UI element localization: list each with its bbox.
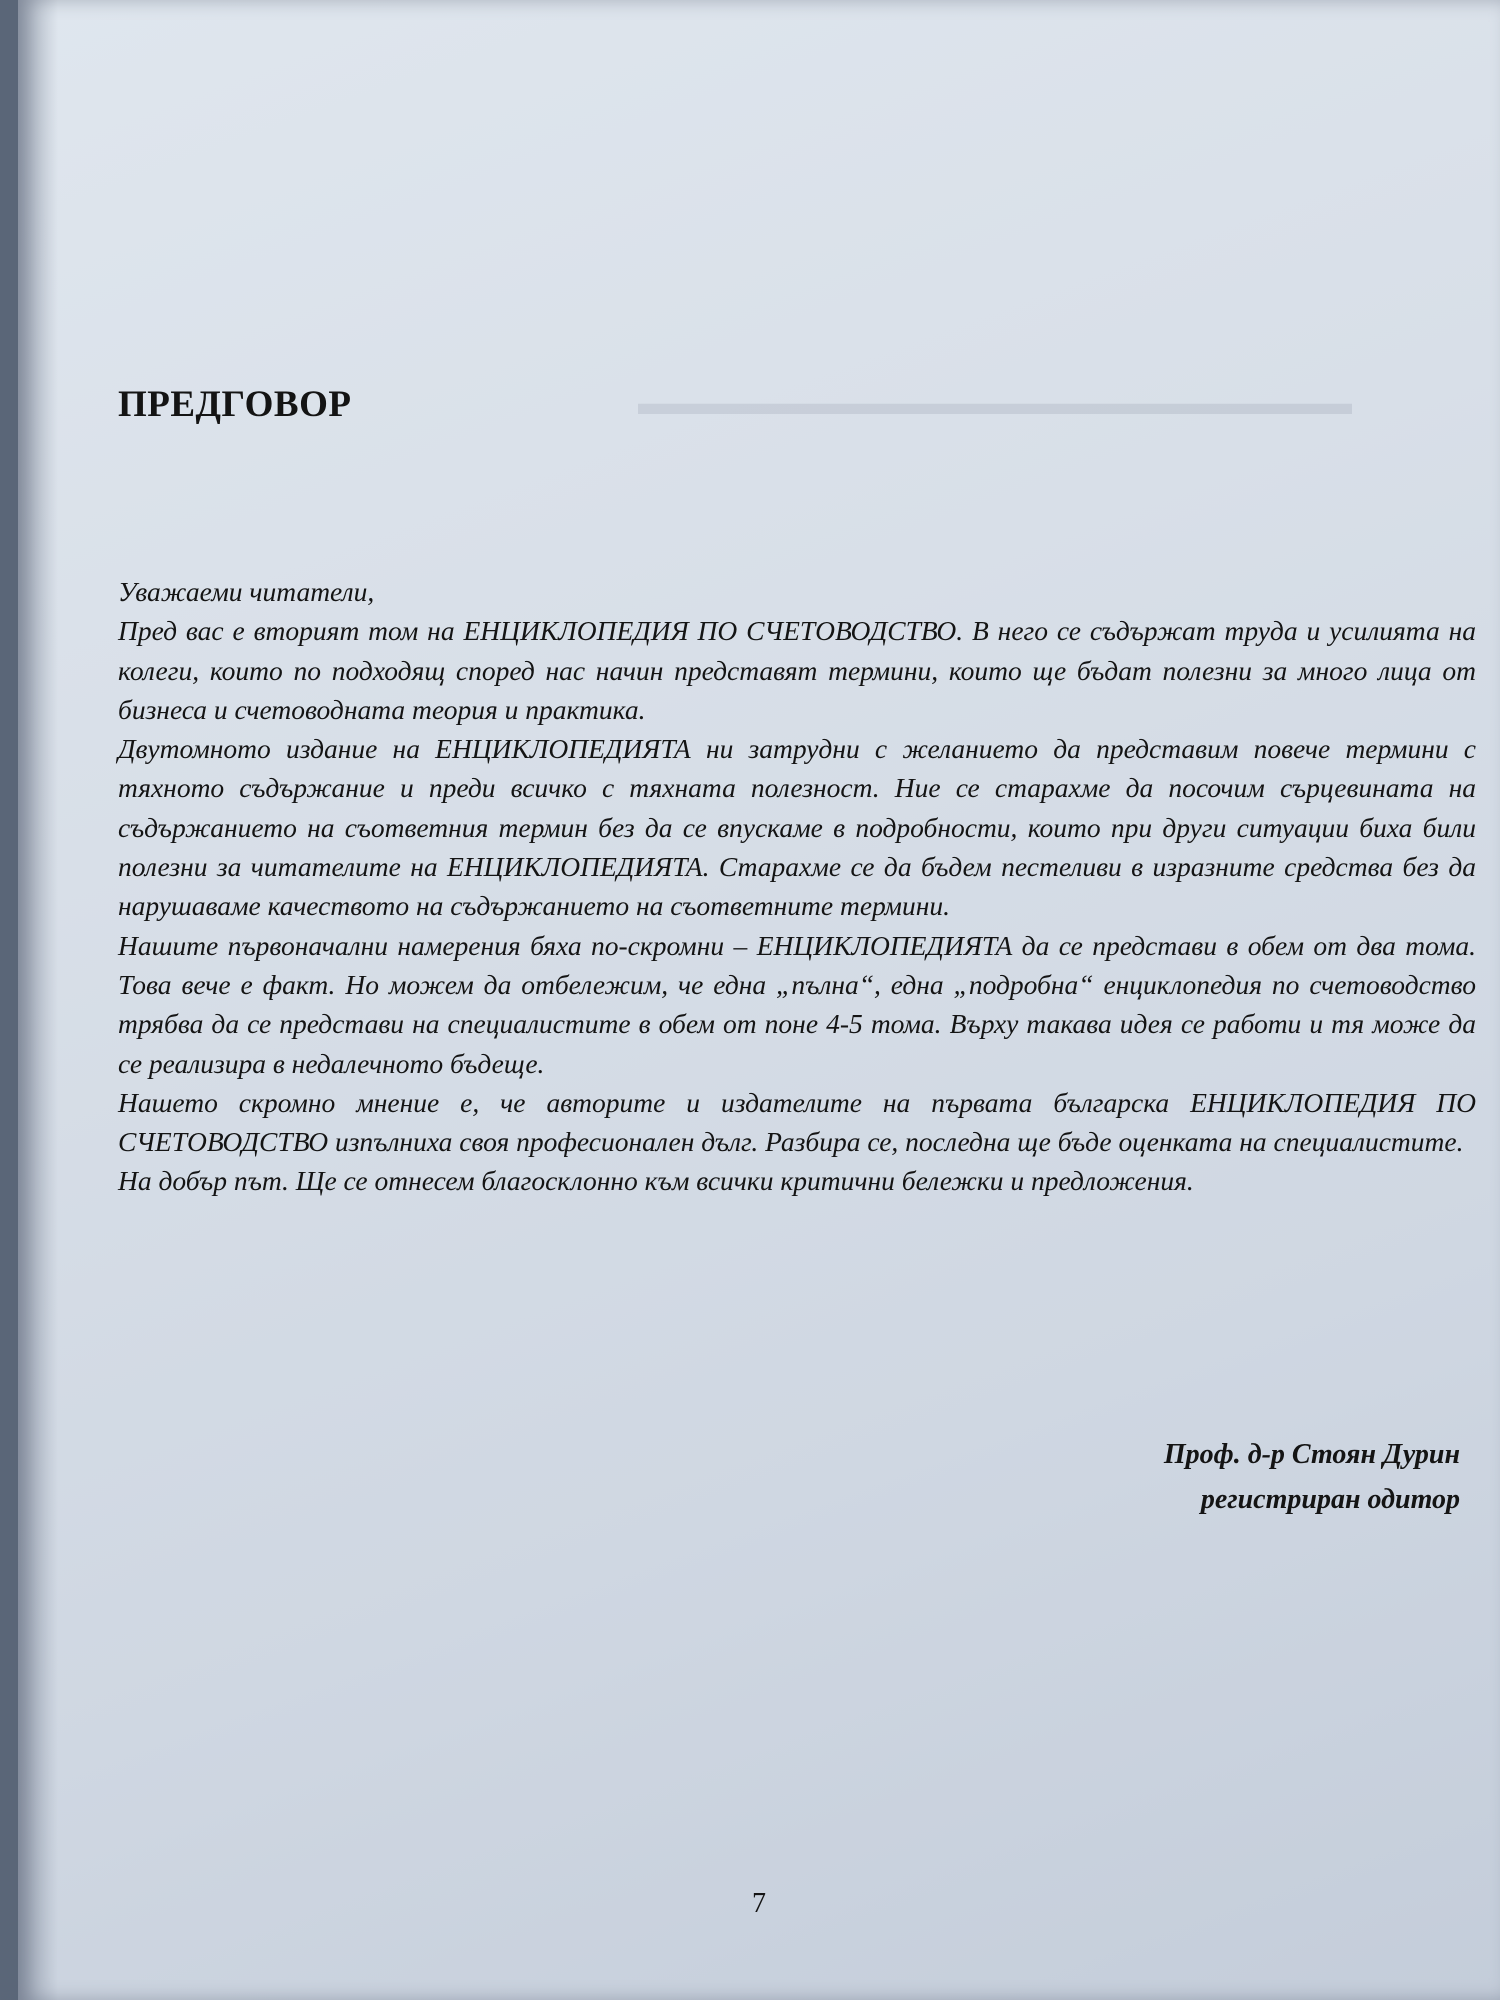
document-page (18, 0, 1500, 2000)
preface-body (118, 572, 1476, 1201)
body-paragraph: Пред вас е вторият том на ЕНЦИКЛОПЕДИЯ ПО СЧЕТОВОДСТВО. В него се съдържат труда и усилията на колеги, които по подходящ според нас начин представят термини, които ще бъдат полезни за много лица от бизнеса и счетоводната теория и практика. (118, 615, 1476, 725)
author-role: регистриран одитор (1200, 1484, 1460, 1515)
page-title: ПРЕДГОВОР (118, 384, 352, 425)
greeting-paragraph: Уважаеми читатели, (118, 576, 375, 607)
closing-paragraph: На добър път. Ще се отнесем благосклонно към всички критични бележки и предложения. (118, 1165, 1194, 1197)
body-paragraph: Нашите първоначални намерения бяха по-скромни – ЕНЦИКЛОПЕДИЯТА да се представи в обем от два тома. Това вече е факт. Но можем да отбележим, че една „пълна“, една „подробна“ енциклопедия по счетоводство трябва да се представи на специалистите в обем от поне 4-5 тома. Върху такава идея се работи и тя може да се реализира в недалечното бъдеще. (118, 929, 1476, 1079)
page-number: 7 (752, 1888, 766, 1919)
body-paragraph: Нашето скромно мнение е, че авторите и издателите на първата българска ЕНЦИКЛОПЕДИЯ ПО СЧЕТОВОДСТВО изпълниха своя професионален дълг. Разбира се, последна ще бъде оценката на специалистите. (118, 1086, 1476, 1158)
body-paragraph: Двутомното издание на ЕНЦИКЛОПЕДИЯТА ни затрудни с желанието да представим повече термини с тяхното съдържание и преди всичко с тяхната полезност. Ние се старахме да посочим сърцевината на съдържанието на съответния термин без да се впускаме в подробности, които при други ситуации биха били полезни за читателите на ЕНЦИКЛОПЕДИЯТА. Старахме се да бъдем пестеливи в изразните средства без да нарушаваме качеството на съдържанието на съответните термини. (118, 733, 1476, 922)
signature-block (1164, 1432, 1460, 1522)
spine-shadow (18, 0, 58, 2000)
author-name: Проф. д-р Стоян Дурин (1163, 1439, 1460, 1470)
show-through-shadow: ▬▬▬▬▬▬▬▬▬▬▬▬▬▬▬▬▬▬▬▬▬ (638, 385, 1352, 422)
